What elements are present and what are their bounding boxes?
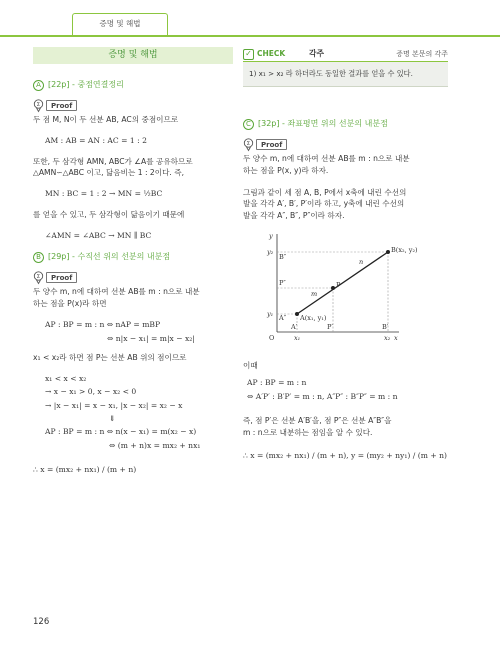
equation-a-2: MN : BC = 1 : 2 → MN = ½BC xyxy=(45,189,163,199)
proof-label-c xyxy=(243,137,448,151)
equation-a-1: AM : AB = AN : AC = 1 : 2 xyxy=(45,135,147,145)
label-x2: x₂ xyxy=(384,333,391,342)
segment-ab xyxy=(297,252,388,314)
text-c-7: m : n으로 내분하는 점임을 알 수 있다. xyxy=(243,427,373,437)
step-b-3: → |x − x₁| = x − x₁, |x − x₂| = x₂ − x xyxy=(45,400,183,410)
equation-b-1: AP : BP = m : n ⇔ nAP = mBP xyxy=(45,319,161,329)
equation-c-2: ⇔ A′P′ : B′P′ = m : n, A″P″ : B″P″ = m : n xyxy=(247,392,398,402)
section-title: 증명 및 해법 xyxy=(33,47,233,64)
proof-label-a xyxy=(33,98,233,112)
label-p2: P″ xyxy=(279,278,286,287)
text-c-3: 그림과 같이 세 점 A, B, P에서 x축에 내린 수선의 xyxy=(243,187,407,197)
point-b xyxy=(386,250,390,254)
subsection-c-title xyxy=(243,117,448,131)
text-b-1: 두 양수 m, n에 대하여 선분 AB를 m : n으로 내분 xyxy=(33,287,200,297)
header-title: 증명 및 해법 xyxy=(99,19,141,28)
text-c-1: 두 양수 m, n에 대하여 선분 AB를 m : n으로 내분 xyxy=(243,154,410,163)
text-c-6: 즉, 점 P′은 선분 A′B′을, 점 P″은 선분 A″B″을 xyxy=(243,415,392,425)
label-m: m xyxy=(311,289,318,298)
step-b-1: x₁ < x < x₂ xyxy=(45,374,87,384)
text-a-4: 를 얻을 수 있고, 두 삼각형이 닮음이기 때문에 xyxy=(33,209,185,219)
point-p xyxy=(331,286,335,290)
page-number: 126 xyxy=(33,617,50,627)
pencil-icon xyxy=(33,99,44,112)
marker-c: C xyxy=(243,119,254,130)
subsection-b-text: [29p] - 수직선 위의 선분의 내분점 xyxy=(48,252,171,262)
check-box xyxy=(243,47,448,87)
check-header xyxy=(243,47,448,62)
label-x-axis: x xyxy=(394,333,398,342)
result-c: ∴ x = (mx₂ + nx₁) / (m + n), y = (my₂ + ny₁) / (m + n) xyxy=(243,451,447,461)
label-a2: A″ xyxy=(279,313,287,322)
check-logo xyxy=(243,48,309,60)
svg-text:Σ: Σ xyxy=(246,140,251,147)
point-a xyxy=(295,312,299,316)
step-b-2: → x − x₁ > 0, x − x₂ < 0 xyxy=(45,387,137,397)
label-y-axis: y xyxy=(269,231,273,240)
label-a1: A′ xyxy=(291,322,298,331)
step-b-6: ⇔ (m + n)x = mx₂ + nx₁ xyxy=(109,440,201,450)
label-a: A(x₁, y₁) xyxy=(300,313,327,322)
check-word: 각주 xyxy=(309,48,325,58)
label-origin: O xyxy=(269,333,275,342)
equation-b-2: ⇔ n|x − x₁| = m|x − x₂| xyxy=(107,333,195,343)
equation-a-3: ∠AMN = ∠ABC → MN ∥ BC xyxy=(45,230,152,240)
check-reference: 증명 본문의 각주 xyxy=(396,49,448,58)
marker-b: B xyxy=(33,252,44,263)
equation-c-1: AP : BP = m : n xyxy=(247,378,307,388)
subsection-b-title xyxy=(33,250,233,264)
header-divider xyxy=(0,35,500,37)
proof-tag-a: Proof xyxy=(46,100,77,111)
label-y2: y₂ xyxy=(267,247,274,256)
check-note: 1) x₁ > x₂ 라 하더라도 동일한 결과를 얻을 수 있다. xyxy=(243,62,448,86)
step-b-4: ⇓ xyxy=(109,414,116,424)
subsection-a-title xyxy=(33,78,233,92)
check-icon: ✓ xyxy=(243,49,254,60)
label-y1: y₁ xyxy=(267,309,274,318)
proof-tag-b: Proof xyxy=(46,272,77,283)
text-a-2: 또한, 두 삼각형 AMN, ABC가 ∠A를 공유하므로 xyxy=(33,156,193,166)
pencil-icon xyxy=(243,138,254,151)
text-b-2: 하는 점을 P(x)라 하면 xyxy=(33,299,107,309)
pencil-icon xyxy=(33,271,44,284)
text-a-1: 두 점 M, N이 두 선분 AB, AC의 중점이므로 xyxy=(33,115,179,124)
text-c-4: 발을 각각 A′, B′, P′이라 하고, y축에 내린 수선의 xyxy=(243,199,405,209)
coordinate-diagram xyxy=(263,230,418,342)
right-column xyxy=(243,47,448,462)
svg-text:Σ: Σ xyxy=(36,273,41,280)
svg-text:Σ: Σ xyxy=(36,101,41,108)
marker-a: A xyxy=(33,80,44,91)
left-column xyxy=(33,47,233,476)
label-p: P xyxy=(336,280,341,289)
text-c-then: 이때 xyxy=(243,360,258,370)
steps-b xyxy=(45,372,233,452)
label-n: n xyxy=(359,257,364,266)
label-b1: B′ xyxy=(382,322,389,331)
proof-label-b xyxy=(33,270,233,284)
label-p1: P′ xyxy=(327,322,333,331)
text-a-3: △AMN∽△ABC 이고, 닮음비는 1 : 2이다. 즉, xyxy=(33,168,185,178)
subsection-c-text: [32p] - 좌표평면 위의 선분의 내분점 xyxy=(258,118,388,128)
label-x1: x₁ xyxy=(294,333,301,342)
text-c-5: 발을 각각 A″, B″, P″이라 하자. xyxy=(243,211,345,221)
label-b2: B″ xyxy=(279,252,287,261)
check-logo-text: CHECK xyxy=(257,49,286,59)
text-b-3: x₁ < x₂라 하면 점 P는 선분 AB 위의 점이므로 xyxy=(33,353,187,363)
proof-tag-c: Proof xyxy=(256,139,287,150)
subsection-a-text: [22p] - 중점연결정리 xyxy=(48,79,124,89)
step-b-5: AP : BP = m : n ⇔ n(x − x₁) = m(x₂ − x) xyxy=(45,427,197,437)
label-b: B(x₂, y₂) xyxy=(391,245,418,254)
text-c-2: 하는 점을 P(x, y)라 하자. xyxy=(243,165,329,175)
result-b: ∴ x = (mx₂ + nx₁) / (m + n) xyxy=(33,464,137,474)
